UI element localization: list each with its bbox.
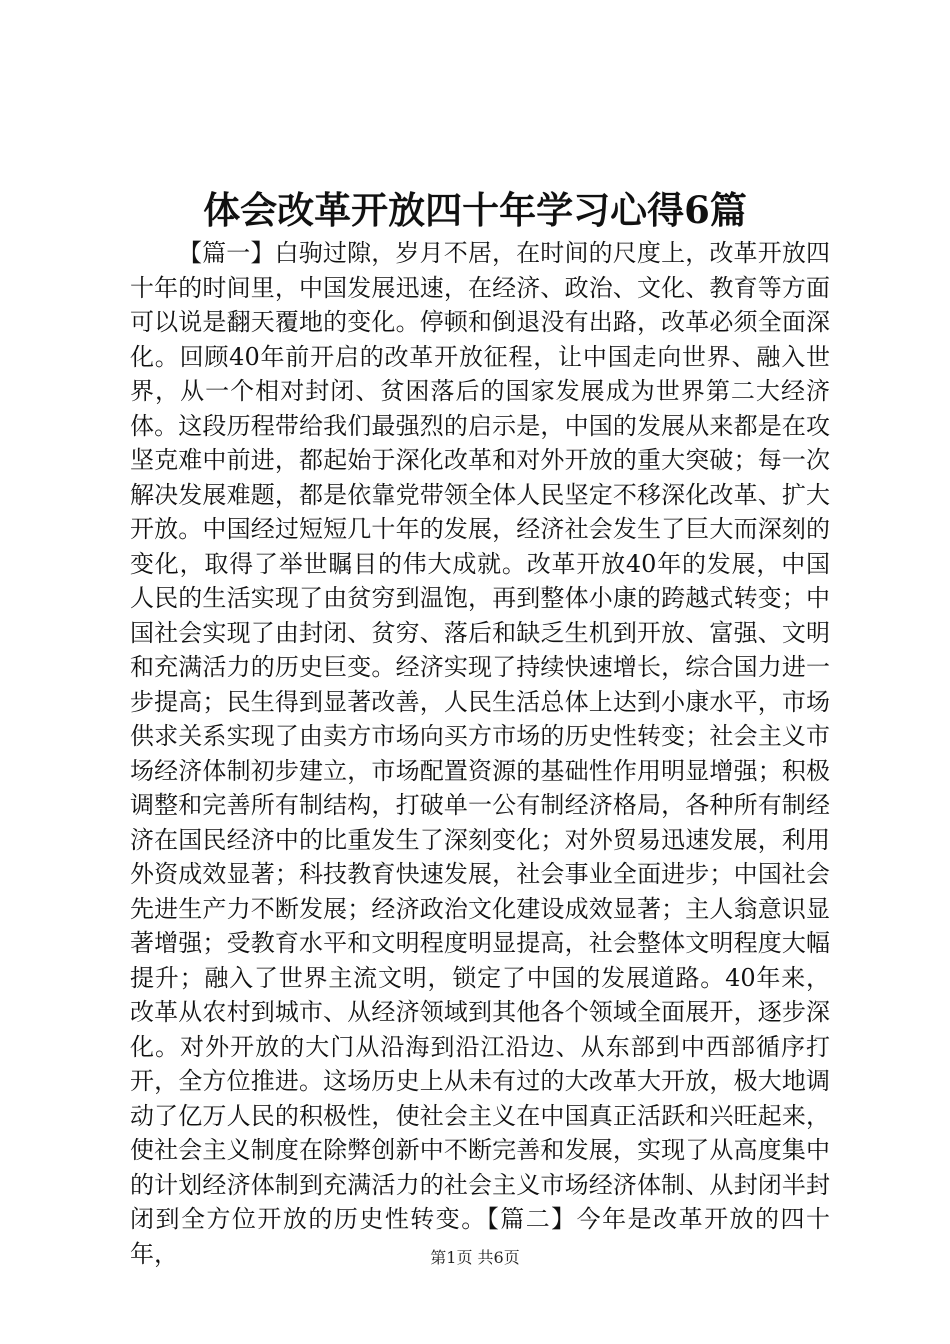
document-body-text: 【篇一】白驹过隙，岁月不居，在时间的尺度上，改革开放四十年的时间里，中国发展迅速，在经济、政治、文化、教育等方面可以说是翻天覆地的变化。停顿和倒退没有出路，改革必须全面深化。回顾40年前开启的改革开放征程，让中国走向世界、融入世界，从一个相对封闭、贫困落后的国家发展成为世界第二大经济体。这段历程带给我们最强烈的启示是，中国的发展从来都是在攻坚克难中前进，都起始于深化改革和对外开放的重大突破；每一次解决发展难题，都是依靠党带领全体人民坚定不移深化改革、扩大开放。中国经过短短几十年的发展，经济社会发生了巨大而深刻的变化，取得了举世瞩目的伟大成就。改革开放40年的发展，中国人民的生活实现了由贫穷到温饱，再到整体小康的跨越式转变；中国社会实现了由封闭、贫穷、落后和缺乏生机到开放、富强、文明和充满活力的历史巨变。经济实现了持续快速增长，综合国力进一步提高；民生得到显著改善，人民生活总体上达到小康水平，市场供求关系实现了由卖方市场向买方市场的历史性转变；社会主义市场经济体制初步建立，市场配置资源的基础性作用明显增强；积极调整和完善所有制结构，打破单一公有制经济格局，各种所有制经济在国民经济中的比重发生了深刻变化；对外贸易迅速发展，利用外资成效显著；科技教育快速发展，社会事业全面进步；中国社会先进生产力不断发展；经济政治文化建设成效显著；主人翁意识显著增强；受教育水平和文明程度明显提高，社会整体文明程度大幅提升；融入了世界主流文明，锁定了中国的发展道路。40年来，改革从农村到城市、从经济领域到其他各个领域全面展开，逐步深化。对外开放的大门从沿海到沿江沿边、从东部到中西部循序打开，全方位推进。这场历史上从未有过的大改革大开放，极大地调动了亿万人民的积极性，使社会主义在中国真正活跃和兴旺起来，使社会主义制度在除弊创新中不断完善和发展，实现了从高度集中的计划经济体制到充满活力的社会主义市场经济体制、从封闭半封闭到全方位开放的历史性转变。【篇二】今年是改革开放的四十年， — [130, 239, 830, 1268]
document-title: 体会改革开放四十年学习心得6篇 — [203, 188, 747, 232]
page-number-footer: 第1页 共6页 — [430, 1248, 520, 1267]
